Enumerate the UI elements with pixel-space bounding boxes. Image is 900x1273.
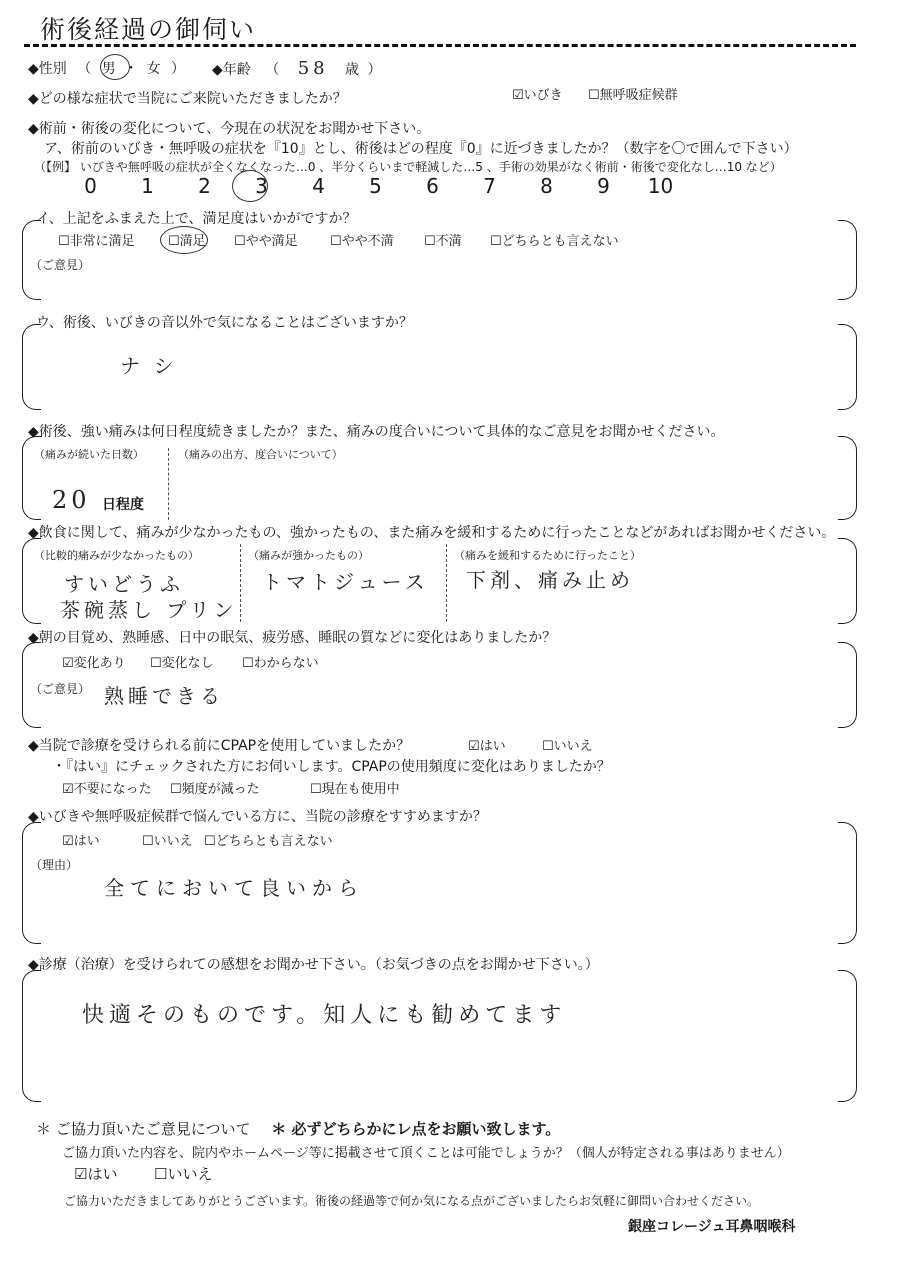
satisfaction-options xyxy=(58,230,619,249)
clinic-name: 銀座コレージュ耳鼻咽喉科 xyxy=(628,1219,796,1235)
sleep-no-change[interactable]: ☐変化なし xyxy=(150,656,214,671)
recommend-answer: 全てにおいて良いから xyxy=(104,876,364,900)
sat-somewhat-dissatisfied[interactable]: ☐やや不満 xyxy=(330,234,394,249)
other-box-left xyxy=(22,324,41,410)
q-sleep: ◆朝の目覚め、熟睡感、日中の眠気、疲労感、睡眠の質などに変化はありましたか？ xyxy=(28,630,557,646)
q-change-example: （【例】 いびきや無呼吸の症状が全くなくなった…0 、半分くらいまで軽減した…5 、手術の効果がなく術前・術後で変化なし…10 など） xyxy=(34,160,782,174)
consent-heading xyxy=(36,1118,560,1139)
q-change-sub-a: ア、術前のいびき・無呼吸の症状を『10』とし、術後はどの程度『0』に近づきましたか？（数字を〇で囲んで下さい） xyxy=(44,141,798,157)
cpap-reduced[interactable]: ☐頻度が減った xyxy=(170,782,260,797)
food-less-answer-2: 茶碗蒸し プリン xyxy=(60,598,238,622)
q-change: ◆術前・術後の変化について、今現在の状況をお聞かせ下さい。 xyxy=(28,121,431,137)
pain-days-unit: 日程度 xyxy=(102,497,144,513)
age-unit: 歳 xyxy=(345,62,360,78)
q-pain: ◆術後、強い痛みは何日程度続きましたか？また、痛みの度合いについて具体的なご意見をお聞かせください。 xyxy=(28,424,725,440)
scale-8[interactable]: 8 xyxy=(540,174,553,198)
scale-10[interactable]: 10 xyxy=(647,174,674,198)
sex-label: ◆性別 xyxy=(28,61,67,77)
satisfaction-selected-circle xyxy=(160,226,208,254)
pain-days-value: 20 xyxy=(52,486,91,514)
q-satisfaction: イ、上記をふまえた上で、満足度はいかがですか？ xyxy=(36,211,357,227)
sat-somewhat-satisfied[interactable]: ☐やや満足 xyxy=(234,234,298,249)
other-box-right xyxy=(838,324,857,410)
cpap-still-using[interactable]: ☐現在も使用中 xyxy=(310,782,400,797)
food-strong-label: （痛みが強かったもの） xyxy=(248,549,369,562)
food-relief-answer: 下剤、痛み止め xyxy=(466,568,634,592)
scale-3[interactable]: 3 xyxy=(255,174,268,198)
consent-thanks: ご協力いただきましてありがとうございます。術後の経過等で何か気になる点がございましたらお気軽に御問い合わせください。 xyxy=(64,1194,760,1208)
sat-neither[interactable]: ☐どちらとも言えない xyxy=(490,234,619,249)
q-food: ◆飲食に関して、痛みが少なかったもの、強かったもの、また痛みを緩和するために行ったことなどがあればお聞かせください。 xyxy=(28,525,836,541)
consent-text: ご協力頂いた内容を、院内やホームページ等に掲載させて頂くことは可能でしょうか？（個人が特定される事はありません） xyxy=(62,1146,790,1161)
pain-detail-label: （痛みの出方、度合いについて） xyxy=(178,448,343,461)
age-value: 58 xyxy=(297,58,329,79)
food-less-answer-1: すいどうふ xyxy=(64,572,184,596)
cpap-yes[interactable]: ☑はい xyxy=(468,739,506,754)
sleep-comment-label: （ご意見） xyxy=(30,682,91,696)
scale-7[interactable]: 7 xyxy=(483,174,496,198)
symptom-apnea[interactable]: ☐無呼吸症候群 xyxy=(588,88,678,103)
scale-9[interactable]: 9 xyxy=(597,174,610,198)
food-divider-2 xyxy=(446,544,447,622)
scale-5[interactable]: 5 xyxy=(369,174,382,198)
consent-yes[interactable]: ☑はい xyxy=(74,1165,118,1183)
q-other: ウ、術後、いびきの音以外で気になることはございますか？ xyxy=(36,315,413,331)
age-label: ◆年齢 xyxy=(212,62,251,78)
impression-box-right xyxy=(838,970,857,1102)
cpap-unneeded[interactable]: ☑不要になった xyxy=(62,782,152,797)
consent-no[interactable]: ☐いいえ xyxy=(154,1165,213,1183)
cpap-no[interactable]: ☐いいえ xyxy=(542,739,593,754)
sex-open: （ xyxy=(77,61,92,77)
cpap-sub: ・『はい』にチェックされた方にお伺いします。CPAPの使用頻度に変化はありましたか？ xyxy=(52,759,611,775)
sat-very-satisfied[interactable]: ☐非常に満足 xyxy=(58,234,135,249)
age-close: ） xyxy=(367,62,382,78)
symptom-snoring[interactable]: ☑いびき xyxy=(512,88,563,103)
sex-female[interactable]: 女 xyxy=(146,61,161,77)
recommend-options xyxy=(62,830,333,849)
pain-box-right xyxy=(838,436,857,520)
pain-days-label: （痛みが続いた日数） xyxy=(34,448,144,461)
sex-sep: ・ xyxy=(124,61,139,77)
food-relief-label: （痛みを緩和するために行ったこと） xyxy=(454,549,641,562)
food-less-label: （比較的痛みが少なかったもの） xyxy=(34,549,199,562)
satisfaction-comment-label: （ご意見） xyxy=(30,258,91,272)
scale-row xyxy=(62,174,689,198)
page-title: 術後経過の御伺い xyxy=(40,15,257,44)
scale-1[interactable]: 1 xyxy=(141,174,154,198)
sat-dissatisfied[interactable]: ☐不満 xyxy=(424,234,462,249)
recommend-no[interactable]: ☐いいえ xyxy=(142,834,193,849)
age-row xyxy=(212,58,382,79)
consent-heading-b: ＊ 必ずどちらかにレ点をお願い致します。 xyxy=(271,1120,561,1138)
recommend-neither[interactable]: ☐どちらとも言えない xyxy=(204,834,333,849)
sleep-unknown[interactable]: ☐わからない xyxy=(242,656,319,671)
scale-4[interactable]: 4 xyxy=(312,174,325,198)
sex-close: ） xyxy=(171,61,186,77)
food-box-right xyxy=(838,538,857,624)
other-answer: ナシ xyxy=(120,354,188,378)
q-cpap: ◆当院で診療を受けられる前にCPAPを使用していましたか？ xyxy=(28,738,411,754)
sat-satisfied[interactable]: ☐満足 xyxy=(168,234,206,249)
sleep-box-right xyxy=(838,642,857,728)
sleep-options xyxy=(62,652,319,671)
male-selected-circle xyxy=(100,54,130,80)
recommend-reason-label: （理由） xyxy=(30,858,79,872)
food-divider-1 xyxy=(240,544,241,622)
scale-2[interactable]: 2 xyxy=(198,174,211,198)
q-recommend: ◆いびきや無呼吸症候群で悩んでいる方に、当院の診療をすすめますか？ xyxy=(28,809,487,825)
scale-6[interactable]: 6 xyxy=(426,174,439,198)
impression-box-left xyxy=(22,970,41,1102)
q-symptom: ◆どの様な症状で当院にご来院いただきましたか？ xyxy=(28,91,347,107)
recommend-box-right xyxy=(838,822,857,944)
sex-male[interactable]: 男 xyxy=(101,61,116,77)
scale-0[interactable]: 0 xyxy=(84,174,97,198)
cpap-sub-options xyxy=(62,778,400,797)
recommend-box-left xyxy=(22,822,41,944)
impression-answer: 快適そのものです。知人にも勧めてます xyxy=(82,1003,567,1028)
q-impression: ◆診療（治療）を受けられての感想をお聞かせ下さい。（お気づきの点をお聞かせ下さい。） xyxy=(28,957,599,973)
scale-selected-circle xyxy=(232,170,268,202)
sleep-answer: 熟睡できる xyxy=(104,684,224,708)
recommend-yes[interactable]: ☑はい xyxy=(62,834,100,849)
age-open: （ xyxy=(265,62,280,78)
consent-heading-a: ＊ ご協力頂いたご意見について xyxy=(36,1120,251,1138)
sleep-changed[interactable]: ☑変化あり xyxy=(62,656,126,671)
pain-divider xyxy=(168,448,169,520)
satisfaction-box-right xyxy=(838,220,857,300)
title-underline xyxy=(24,44,856,47)
food-strong-answer: トマトジュース xyxy=(262,570,429,594)
